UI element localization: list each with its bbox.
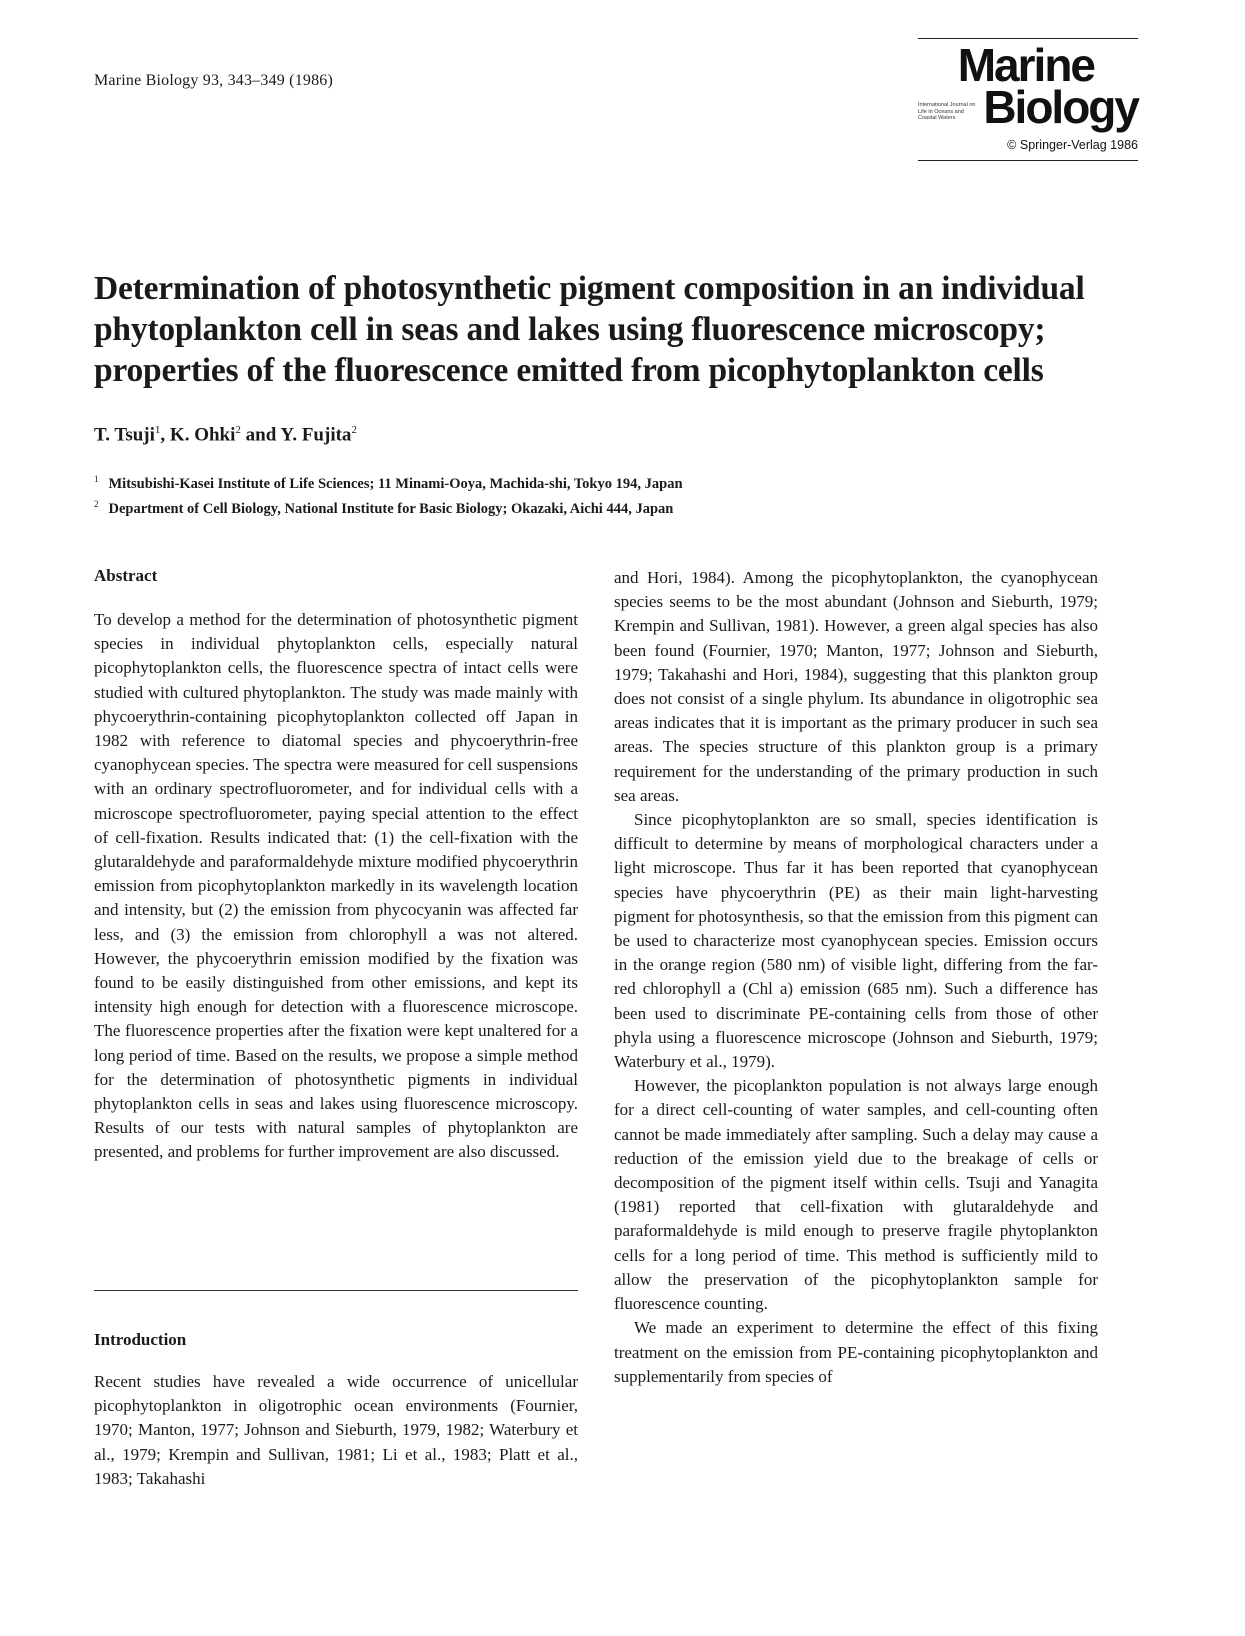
author-separator: , — [160, 424, 170, 446]
paragraph: We made an experiment to determine the effect of this fixing treatment on the emission from PE-containing picophytoplankton and supplementarily from species of — [614, 1318, 1098, 1386]
affiliation-number: 2 — [94, 499, 99, 509]
logo-word-biology: Biology — [983, 81, 1138, 133]
logo-copyright: © Springer-Verlag 1986 — [1007, 138, 1138, 152]
author-affil-mark: 1 — [154, 424, 161, 436]
journal-citation: Marine Biology 93, 343–349 (1986) — [94, 72, 334, 89]
paper-title — [94, 268, 1134, 391]
abstract-heading: Abstract — [94, 566, 158, 585]
paragraph: Since picophytoplankton are so small, species identification is difficult to determine by means of morphological characters under a light microscope. Thus far it has been reported that cyanophycean species have phycoerythrin (PE) as their main light-harvesting pigment for photosynthesis, so that the emission from this pigment can be used to characterize most cyanophycean species. Emission occurs in the orange region (580 nm) of visible light, differing from the far-red chlorophyll a (Chl a) emission (685 nm). Such a difference has been used to discriminate PE-containing cells from those of other phyla using a fluorescence microscope (Johnson and Sieburth, 1979; Waterbury et al., 1979). — [614, 810, 1098, 1072]
logo-word-marine: Marine — [957, 39, 1094, 91]
title-line: Determination of photosynthetic pigment composition in an individual — [94, 270, 1085, 307]
affiliation — [94, 499, 994, 518]
author-name: T. Tsuji — [94, 424, 155, 446]
affiliation-text: Department of Cell Biology, National Institute for Basic Biology; Okazaki, Aichi 444, Japan — [108, 500, 674, 517]
section-divider — [94, 1290, 578, 1291]
author-name: K. Ohki — [169, 424, 236, 446]
affiliation — [94, 474, 994, 493]
author-separator: and — [240, 424, 281, 446]
author-name: Y. Fujita — [280, 424, 352, 446]
author-list — [94, 424, 357, 446]
title-line: phytoplankton cell in seas and lakes using fluorescence microscopy; — [94, 311, 1046, 348]
right-column — [614, 566, 1098, 1389]
journal-logo — [918, 32, 1138, 164]
introduction-heading: Introduction — [94, 1330, 187, 1349]
paragraph: and Hori, 1984). Among the picophytoplankton, the cyanophycean species seems to be the most abundant (Johnson and Sieburth, 1979; Krempin and Sullivan, 1981). However, a green algal species has also been found (Fournier, 1970; Manton, 1977; Johnson and Sieburth, 1979; Takahashi and Hori, 1984), suggesting that this plankton group does not consist of a single phylum. Its abundance in oligotrophic sea areas indicates that it is important as the primary producer in such sea areas. The species structure of this plankton group is a primary requirement for the understanding of the primary production in such sea areas. — [614, 568, 1098, 805]
title-line: properties of the fluorescence emitted from picophytoplankton cells — [94, 352, 1044, 389]
affiliation-number: 1 — [94, 474, 99, 484]
logo-bottom-rule — [918, 160, 1138, 161]
introduction-text: Recent studies have revealed a wide occurrence of unicellular picophytoplankton in oligotrophic ocean environments (Fournier, 1970; Manton, 1977; Johnson and Sieburth, 1979, 1982; Waterbury et al., 1979; Krempin and Sullivan, 1981; Li et al., 1983; Platt et al., 1983; Takahashi — [94, 1372, 578, 1488]
paragraph: However, the picoplankton population is not always large enough for a direct cell-counting of water samples, and cell-counting often cannot be made immediately after sampling. Such a delay may cause a reduction of the emission yield due to the breakage of cells or decomposition of the pigment itself within cells. Tsuji and Yanagita (1981) reported that cell-fixation with glutaraldehyde and paraformaldehyde is mild enough to preserve fragile phytoplankton cells for a long period of time. This method is sufficiently mild to allow the preservation of the picophytoplankton sample for fluorescence counting. — [614, 1076, 1098, 1314]
abstract-text: To develop a method for the determination of photosynthetic pigment species in individual phytoplankton cells, especially natural picophytoplankton cells, the fluorescence spectra of intact cells were studied with cultured phytoplankton. The study was made mainly with phycoerythrin-containing picophytoplankton collected off Japan in 1982 with reference to diatomal species and phycoerythrin-free cyanophycean species. The spectra were measured for cell suspensions with an ordinary spectrofluorometer, and for individual cells with a microscope spectrofluorometer, paying special attention to the effect of cell-fixation. Results indicated that: (1) the cell-fixation with the glutaraldehyde and paraformaldehyde mixture modified phycoerythrin emission from picophytoplankton markedly in its wavelength location and intensity, but (2) the emission from phycocyanin was affected far less, and (3) the emission from chlorophyll a was not altered. However, the phycoerythrin emission modified by the fixation was found to be easily distinguished from other emissions, and kept its intensity high enough for detection with a fluorescence microscope. The fluorescence properties after the fixation were kept unaltered for a long period of time. Based on the results, we propose a simple method for the determination of photosynthetic pigments in individual phytoplankton cells in seas and lakes using fluorescence microscopy. Results of our tests with natural samples of phytoplankton are presented, and problems for further improvement are also discussed. — [94, 610, 578, 1162]
author-affil-mark: 2 — [351, 424, 357, 436]
logo-tagline: International Journal on Life in Oceans and Coastal Waters — [918, 102, 976, 121]
author-affil-mark: 2 — [235, 424, 241, 436]
affiliation-text: Mitsubishi-Kasei Institute of Life Sciences; 11 Minami-Ooya, Machida-shi, Tokyo 194, Japan — [108, 475, 683, 492]
